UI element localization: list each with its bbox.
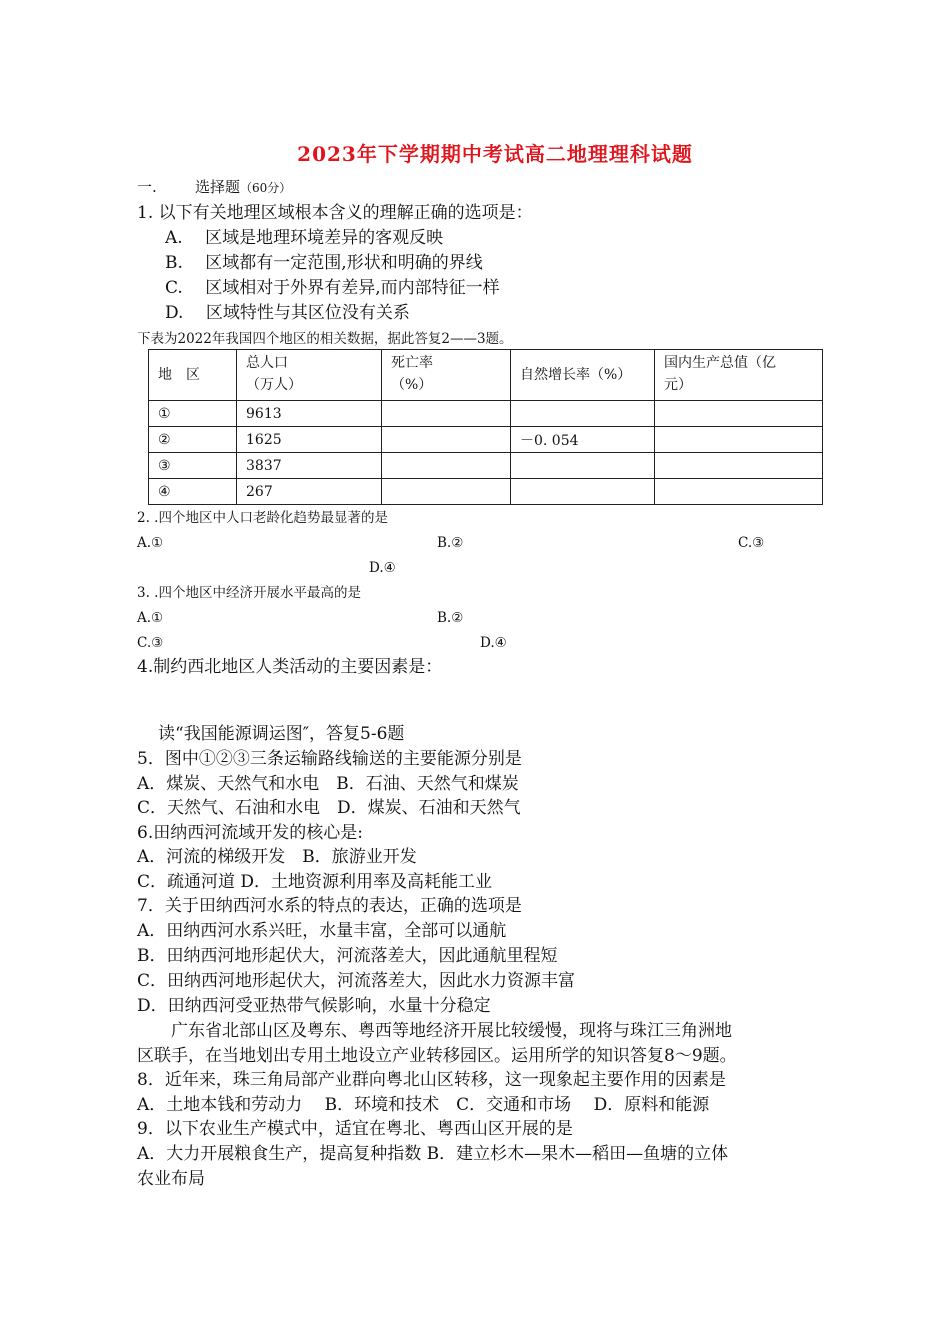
table-row [149,427,823,453]
section-heading [137,176,291,199]
section-label: 选择题 [195,178,241,196]
q2-option-d: D.④ [369,560,396,576]
passage-line-1: 广东省北部山区及粤东、粤西等地经济开展比较缓慢，现将与珠江三角洲地 [137,1021,732,1041]
map-intro: 读“我国能源调运图″，答复5-6题 [158,724,405,744]
q3-option-c: C.③ [137,635,164,651]
passage-line-2: 区联手，在当地划出专用土地设立产业转移园区。运用所学的知识答复8～9题。 [137,1046,737,1066]
section-score: （60分） [240,181,292,195]
header-death-rate [382,350,511,401]
q1-option-a: A. 区域是地理环境差异的客观反映 [165,228,444,248]
header-gdp-line2: 元） [664,377,692,393]
q4-stem: 4.制约西北地区人类活动的主要因素是： [137,657,443,677]
cell-growth-rate [511,453,655,479]
exam-title: 2023年下学期期中考试高二地理理科试题 [297,142,693,166]
cell-population: 1625 [237,427,382,453]
cell-population: 3837 [237,453,382,479]
header-gdp-line1: 国内生产总值（亿 [664,355,776,371]
q1-option-d: D. 区域特性与其区位没有关系 [165,303,410,323]
cell-population: 9613 [237,401,382,427]
q3-stem: 3. .四个地区中经济开展水平最高的是 [137,585,361,601]
header-death-line1: 死亡率 [391,355,433,371]
table-row [149,479,823,505]
region-data-table [148,349,823,505]
q6-options-ab: A．河流的梯级开发 B．旅游业开发 [137,847,417,867]
q3-option-d: D.④ [480,635,507,651]
q7-option-d: D．田纳西河受亚热带气候影响，水量十分稳定 [137,996,491,1016]
cell-death-rate [382,479,511,505]
table-header-row [149,350,823,401]
table-row [149,401,823,427]
q3-option-b: B.② [437,610,464,626]
cell-gdp [655,427,823,453]
cell-death-rate [382,453,511,479]
q9-options-line2: 农业布局 [137,1169,205,1189]
cell-region: ④ [149,479,237,505]
header-gdp [655,350,823,401]
q5-options-cd: C．天然气、石油和水电 D．煤炭、石油和天然气 [137,798,521,818]
q7-option-a: A．田纳西河水系兴旺，水量丰富，全部可以通航 [137,921,507,941]
q2-stem: 2. .四个地区中人口老龄化趋势最显著的是 [137,510,388,526]
table-intro: 下表为2022年我国四个地区的相关数据，据此答复2——3题。 [137,331,513,347]
cell-gdp [655,479,823,505]
q8-options: A．土地本钱和劳动力 B．环境和技术 C．交通和市场 D．原料和能源 [137,1095,710,1115]
cell-population: 267 [237,479,382,505]
cell-gdp [655,401,823,427]
q8-stem: 8．近年来，珠三角局部产业群向粤北山区转移，这一现象起主要作用的因素是 [137,1070,726,1090]
cell-growth-rate [511,479,655,505]
q6-options-cd: C．疏通河道 D．土地资源利用率及高耗能工业 [137,872,493,892]
q9-options-line1: A．大力开展粮食生产，提高复种指数 B．建立杉木—果木—稻田—鱼塘的立体 [137,1144,729,1164]
q5-options-ab: A．煤炭、天然气和水电 B．石油、天然气和煤炭 [137,774,519,794]
q5-stem: 5．图中①②③三条运输路线输送的主要能源分别是 [137,749,522,769]
q2-option-a: A.① [137,535,164,551]
cell-region: ② [149,427,237,453]
header-region: 地 区 [149,350,237,401]
header-population-line2: （万人） [246,377,302,393]
header-death-line2: （%） [391,377,433,393]
q1-option-b: B. 区域都有一定范围,形状和明确的界线 [165,253,483,273]
q6-stem: 6.田纳西河流域开发的核心是: [137,823,363,843]
cell-gdp [655,453,823,479]
cell-region: ③ [149,453,237,479]
cell-death-rate [382,427,511,453]
cell-region: ① [149,401,237,427]
q1-stem: 1. 以下有关地理区域根本含义的理解正确的选项是： [137,203,533,223]
section-number: 一. [137,178,157,196]
q7-option-b: B．田纳西河地形起伏大，河流落差大，因此通航里程短 [137,946,558,966]
table-row [149,453,823,479]
q9-stem: 9．以下农业生产模式中，适宜在粤北、粤西山区开展的是 [137,1119,573,1139]
q3-option-a: A.① [137,610,164,626]
q2-option-b: B.② [437,535,464,551]
header-growth-rate: 自然增长率（%） [511,350,655,401]
cell-growth-rate [511,401,655,427]
q1-option-c: C. 区域相对于外界有差异,而内部特征一样 [165,278,500,298]
cell-growth-rate: －0. 054 [511,427,655,453]
q7-option-c: C．田纳西河地形起伏大，河流落差大，因此水力资源丰富 [137,971,576,991]
header-population [237,350,382,401]
header-population-line1: 总人口 [246,355,288,371]
q2-option-c: C.③ [738,535,765,551]
cell-death-rate [382,401,511,427]
q7-stem: 7．关于田纳西河水系的特点的表达，正确的选项是 [137,896,522,916]
